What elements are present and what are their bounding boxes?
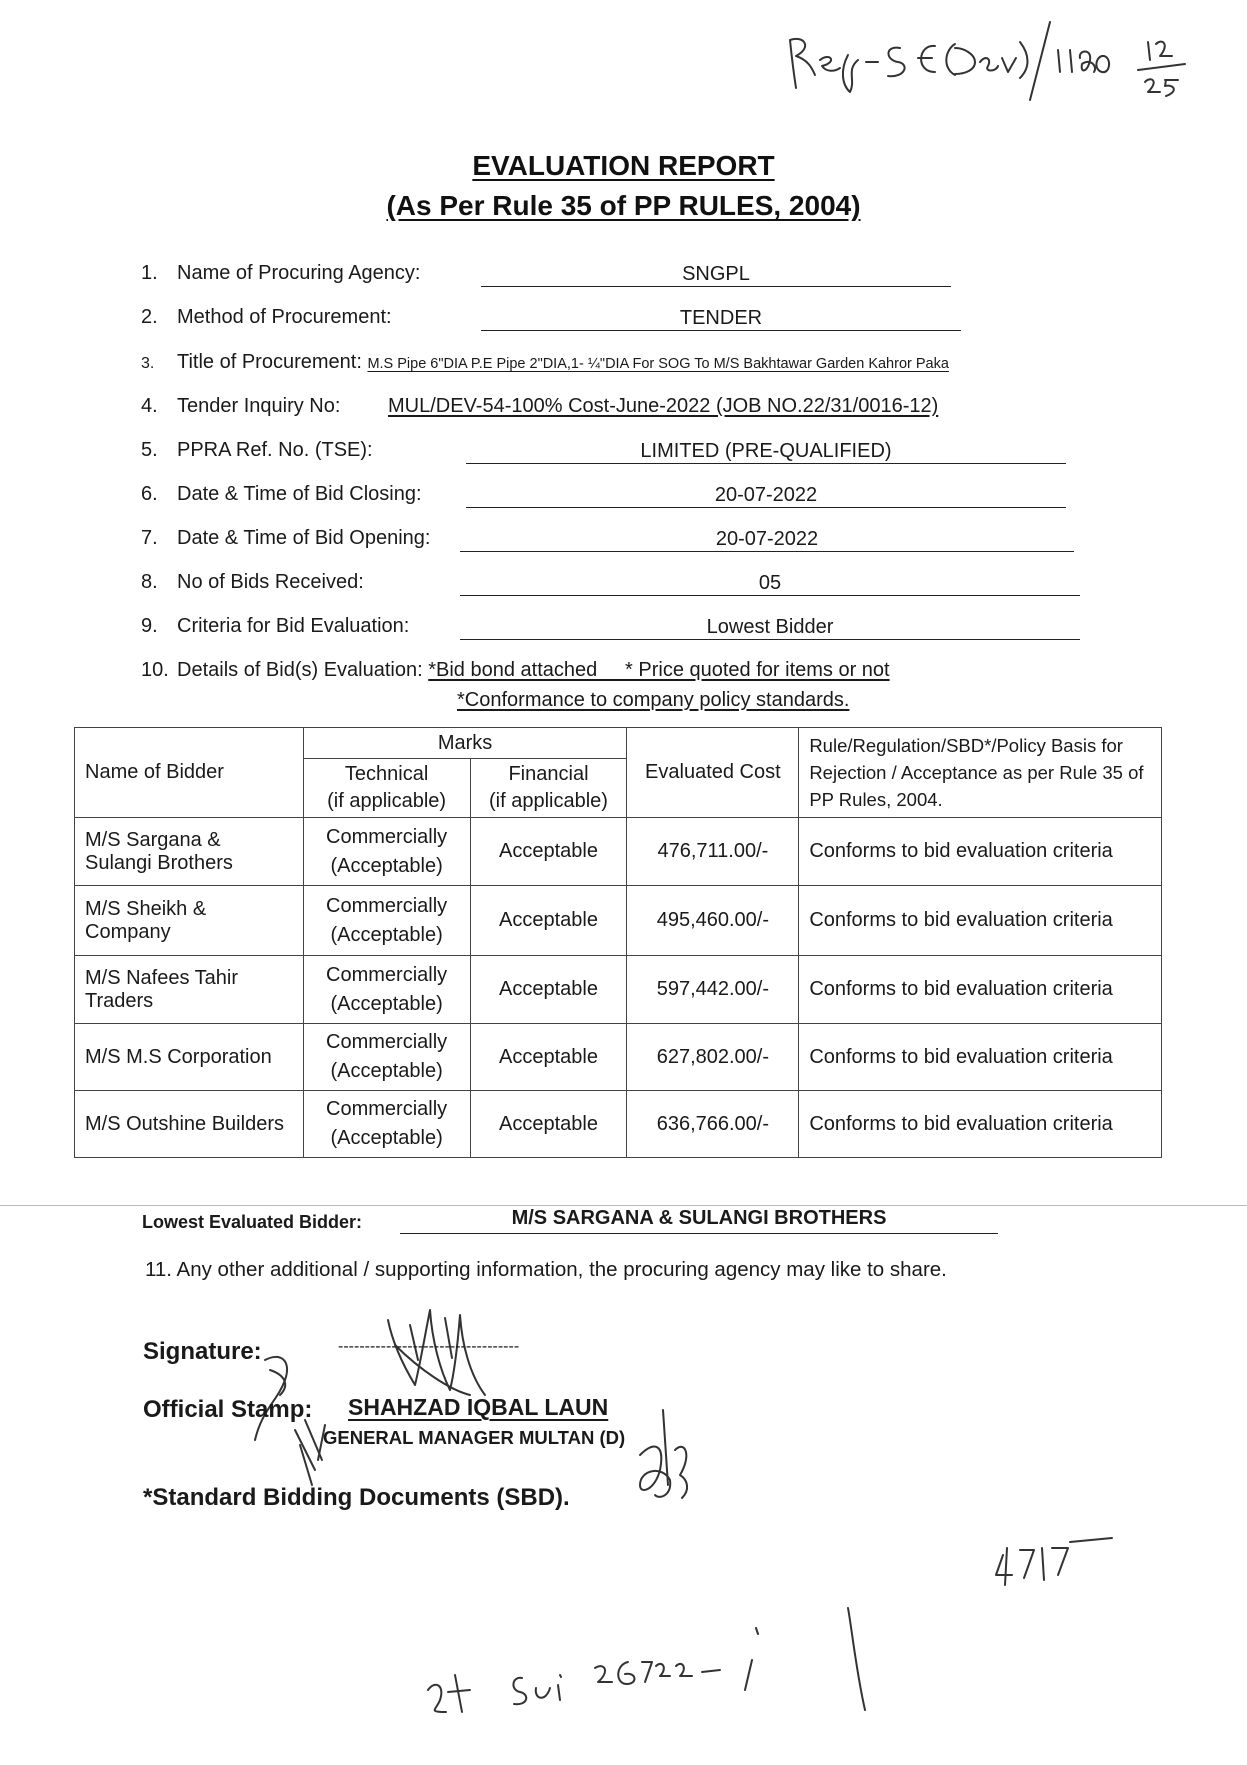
field-label: Method of Procurement: <box>177 306 392 328</box>
table-row <box>75 1024 1162 1091</box>
header-evaluated-cost: Evaluated Cost <box>627 728 799 818</box>
header-rule-basis: Rule/Regulation/SBD*/Policy Basis for Rejection / Acceptance as per Rule 35 of PP Rules, 2004. <box>799 728 1162 818</box>
field-procuring-agency: 1. Name of Procuring Agency: <box>141 262 421 284</box>
handwritten-ref-note <box>790 22 1109 100</box>
field-tender-inquiry: 4. Tender Inquiry No: <box>141 395 341 417</box>
field-value-bid-opening: 20-07-2022 <box>460 527 1074 552</box>
field-details-evaluation: 10. Details of Bid(s) Evaluation: *Bid bond attached * Price quoted for items or not <box>141 659 890 681</box>
field-value-bids-received: 05 <box>460 571 1080 596</box>
report-subtitle: (As Per Rule 35 of PP RULES, 2004) <box>386 190 861 221</box>
field-label: Criteria for Bid Evaluation: <box>177 615 410 637</box>
header-technical: Technical (if applicable) <box>303 759 470 818</box>
field-label: PPRA Ref. No. (TSE): <box>177 439 373 461</box>
technical-marks: Commercially (Acceptable) <box>303 886 470 956</box>
field-bid-opening: 7. Date & Time of Bid Opening: <box>141 527 431 549</box>
financial-marks: Acceptable <box>470 956 627 1024</box>
stamp-title: GENERAL MANAGER MULTAN (D) <box>323 1427 626 1448</box>
bidder-name: M/S Nafees Tahir Traders <box>75 956 304 1024</box>
bidder-name: M/S Sargana & Sulangi Brothers <box>75 818 304 886</box>
report-title: EVALUATION REPORT <box>472 150 775 181</box>
financial-marks: Acceptable <box>470 886 627 956</box>
field-label: Details of Bid(s) Evaluation: <box>177 659 423 681</box>
field-value-ppra-ref: LIMITED (PRE-QUALIFIED) <box>466 439 1066 464</box>
initials-scribble <box>640 1410 687 1498</box>
lowest-bidder-label: Lowest Evaluated Bidder: <box>142 1212 363 1232</box>
stamp-name: SHAHZAD IQBAL LAUN <box>348 1394 609 1420</box>
bids-table <box>74 727 1162 1158</box>
rule-basis: Conforms to bid evaluation criteria <box>799 886 1162 956</box>
field-title-procurement: 3. Title of Procurement: M.S Pipe 6"DIA P.E Pipe 2"DIA,1- ¼"DIA For SOG To M/S Bakhtawar Garden Kahror Paka <box>141 351 949 373</box>
technical-marks: Commercially (Acceptable) <box>303 956 470 1024</box>
field-value-method: TENDER <box>481 306 961 331</box>
table-row <box>75 818 1162 886</box>
rule-basis: Conforms to bid evaluation criteria <box>799 956 1162 1024</box>
table-row <box>75 1091 1162 1158</box>
field-value-title-procurement: M.S Pipe 6"DIA P.E Pipe 2"DIA,1- ¼"DIA For SOG To M/S Bakhtawar Garden Kahror Paka <box>367 356 949 372</box>
bidder-name: M/S Sheikh & Company <box>75 886 304 956</box>
field-label: Date & Time of Bid Closing: <box>177 483 422 505</box>
field-value-criteria: Lowest Bidder <box>460 615 1080 640</box>
field-criteria: 9. Criteria for Bid Evaluation: <box>141 615 410 637</box>
bidder-name: M/S M.S Corporation <box>75 1024 304 1091</box>
evaluated-cost: 636,766.00/- <box>627 1091 799 1158</box>
signature-label: Signature: <box>143 1338 262 1365</box>
field-ppra-ref: 5. PPRA Ref. No. (TSE): <box>141 439 373 461</box>
rule-basis: Conforms to bid evaluation criteria <box>799 818 1162 886</box>
item-11-text: 11. Any other additional / supporting information, the procuring agency may like to share. <box>145 1258 947 1281</box>
field-method: 2. Method of Procurement: <box>141 306 392 328</box>
header-financial: Financial (if applicable) <box>470 759 627 818</box>
field-label: Name of Procuring Agency: <box>177 262 421 284</box>
field-value-tender-inquiry: MUL/DEV-54-100% Cost-June-2022 (JOB NO.22/31/0016-12) <box>388 395 939 417</box>
signature-line: ---------------------------------- <box>338 1338 520 1355</box>
evaluated-cost: 597,442.00/- <box>627 956 799 1024</box>
field-label: Tender Inquiry No: <box>177 395 341 417</box>
stamp-label: Official Stamp: <box>143 1396 313 1423</box>
evaluated-cost: 627,802.00/- <box>627 1024 799 1091</box>
scan-divider <box>0 1205 1247 1206</box>
header-marks: Marks <box>303 728 627 759</box>
evaluated-cost: 495,460.00/- <box>627 886 799 956</box>
financial-marks: Acceptable <box>470 1091 627 1158</box>
field-bid-closing: 6. Date & Time of Bid Closing: <box>141 483 422 505</box>
financial-marks: Acceptable <box>470 818 627 886</box>
header-bidder: Name of Bidder <box>75 728 304 818</box>
technical-marks: Commercially (Acceptable) <box>303 1024 470 1091</box>
lowest-bidder-value: M/S SARGANA & SULANGI BROTHERS <box>400 1207 998 1234</box>
sbd-footnote: *Standard Bidding Documents (SBD). <box>143 1484 570 1511</box>
bidder-name: M/S Outshine Builders <box>75 1091 304 1158</box>
technical-marks: Commercially (Acceptable) <box>303 1091 470 1158</box>
field-label: Date & Time of Bid Opening: <box>177 527 431 549</box>
field-label: Title of Procurement: <box>177 351 362 373</box>
field-value-details-evaluation: *Bid bond attached * Price quoted for items or not <box>428 659 890 681</box>
field-value-bid-closing: 20-07-2022 <box>466 483 1066 508</box>
evaluated-cost: 476,711.00/- <box>627 818 799 886</box>
field-value-procuring-agency: SNGPL <box>481 262 951 287</box>
table-row <box>75 956 1162 1024</box>
financial-marks: Acceptable <box>470 1024 627 1091</box>
table-row <box>75 886 1162 956</box>
handwritten-fraction <box>1138 42 1185 96</box>
handwritten-number-right <box>996 1538 1112 1585</box>
field-label: No of Bids Received: <box>177 571 364 593</box>
technical-marks: Commercially (Acceptable) <box>303 818 470 886</box>
field-value-details-evaluation-2: *Conformance to company policy standards. <box>457 689 850 711</box>
field-bids-received: 8. No of Bids Received: <box>141 571 364 593</box>
table-header-row <box>75 728 1162 759</box>
rule-basis: Conforms to bid evaluation criteria <box>799 1091 1162 1158</box>
rule-basis: Conforms to bid evaluation criteria <box>799 1024 1162 1091</box>
handwritten-bottom-line <box>428 1608 865 1712</box>
